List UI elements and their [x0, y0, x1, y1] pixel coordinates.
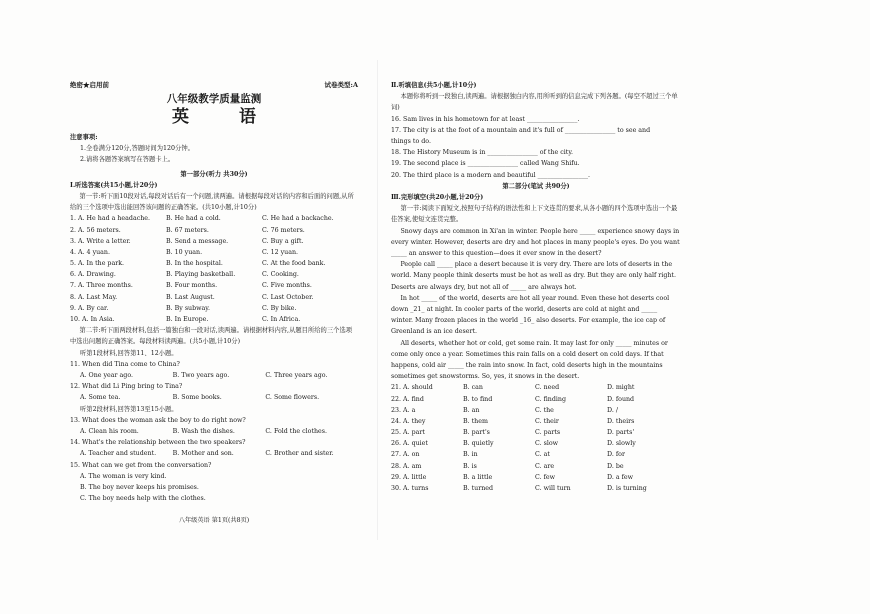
question-row: 4. A. 4 yuan. B. 10 yuan. C. 12 yuan.: [70, 248, 299, 256]
column-divider: [377, 60, 378, 540]
question-row: 7. A. Three months. B. Four months. C. Five months.: [70, 282, 312, 290]
paper-type: 试卷类型:A: [324, 81, 358, 89]
question-row: 5. A. In the park. B. In the hospital. C. At the food bank.: [70, 260, 326, 268]
header-line: [70, 80, 358, 92]
question-row: 3. A. Write a letter. B. Send a message. C. Buy a gift.: [70, 237, 304, 245]
question-12: 12. What did Li Ping bring to Tina?: [70, 383, 183, 391]
cloze-options: [391, 382, 681, 494]
passage-paragraph: In hot _____ of the world, deserts are hot all year round. Even these hot deserts cool down _21_ at night. In cooler parts of the world, deserts are cold at night and _____ winter. Many frozen places in the world _16_ also deserts. For example, the ice cap of Greenland is an ice desert.: [391, 294, 670, 336]
blank-question: 16. Sam lives in his hometown for at least ________________.: [391, 115, 580, 123]
option-row: 27. A. on B. in C. at D. for: [391, 451, 625, 459]
question-15-option-c: C. The boy needs help with the clothes.: [80, 495, 206, 503]
section3-instruction: 第一节:阅读下面短文,按照句子结构的语法性和上下文连贯的要求,从各小题的四个选项中选出一个最佳答案,使短文连贯完整。: [391, 205, 678, 224]
question-row: 1. A. He had a headache. B. He had a cold. C. He had a backache.: [70, 215, 334, 223]
section1-heading: Ⅰ.听选答案(共15小题,计20分): [70, 181, 158, 189]
question-12-options: A. Some tea. B. Some books. C. Some flowers.: [80, 394, 320, 402]
blank-question: 18. The History Museum is in ________________ of the city.: [391, 149, 574, 157]
question-14: 14. What's the relationship between the two speakers?: [70, 439, 246, 447]
blank-question: 17. The city is at the foot of a mountain and it's full of ________________ to see and: [391, 126, 651, 134]
question-row: 8. A. Last May. B. Last August. C. Last October.: [70, 293, 314, 301]
questions-1-10: [70, 213, 358, 325]
question-row: 6. A. Drawing. B. Playing basketball. C. Cooking.: [70, 271, 299, 279]
question-11-options: A. One year ago. B. Two years ago. C. Three years ago.: [80, 372, 328, 379]
page-footer: 八年级英语 第1页(共8页): [178, 517, 250, 524]
section2-listening-instruction: 本题你将听到一段独白,读两遍。请根据独白内容,用所听到的信息完成下列各题。(每空不超过三个单词): [391, 93, 678, 112]
question-15: 15. What can we get from the conversation?: [70, 461, 212, 469]
blank-question: 20. The third place is a modern and beautiful ________________.: [391, 171, 591, 179]
option-row: 25. A. part B. part's C. parts D. parts': [391, 429, 635, 437]
question-15-option-b: B. The boy never keeps his promises.: [80, 483, 199, 491]
question-14-options: A. Teacher and student. B. Mother and son. C. Brother and sister.: [80, 450, 334, 458]
question-15-option-a: A. The woman is very kind.: [80, 472, 167, 480]
question-row: 9. A. By car. B. By subway. C. By bike.: [70, 304, 297, 312]
option-row: 21. A. should B. can C. need D. might: [391, 384, 635, 392]
section2-heading: Ⅱ.听填信息(共5小题,计10分): [391, 82, 477, 89]
question-row: 2. A. 56 meters. B. 67 meters. C. 76 meters.: [70, 226, 305, 234]
option-row: 29. A. little B. a little C. few D. a few: [391, 473, 634, 481]
option-row: 28. A. am B. is C. are D. be: [391, 462, 624, 470]
option-row: 24. A. they B. them C. their D. theirs: [391, 417, 635, 425]
section1-instruction: 第一节:听下面10段对话,每段对话后有一个问题,读两遍。请根据每段对话的内容和后面的问题,从所给的三个选项中选出能回答该问题的正确答案。(共10小题,计10分): [70, 192, 354, 212]
part1-heading: 第一部分(听力 共30分): [180, 170, 248, 178]
passage-paragraph: People call _____ place a desert because it is very dry. There are lots of deserts in the world. Many people think deserts must be hot as well as dry. But they are only half right. Deserts are always dry, but not all of _____ are always hot.: [391, 261, 676, 291]
section3-heading: Ⅲ.完形填空(共20小题,计20分): [391, 193, 484, 201]
section2-instruction: 第二节:听下面两段材料,包括一篇独白和一段对话,读两遍。请根据材料内容,从题目所给的三个选项中选出问题的正确答案。每段材料读两遍。(共5小题,计10分): [70, 327, 353, 346]
material2-heading: 听第2段材料,回答第13至15小题。: [80, 405, 178, 413]
notes-heading: 注意事项:: [70, 134, 98, 141]
blank-question: things to do.: [391, 137, 431, 145]
part2-heading: 第二部分(笔试 共90分): [502, 182, 570, 190]
option-row: 23. A. a B. an C. the D. /: [391, 406, 618, 414]
passage-paragraph: All deserts, whether hot or cold, get some rain. It may last for only _____ minutes or come only once a year. Sometimes this rain falls on a cold desert on cold days. If that happens, cold air _____ the rain into snow. In fact, cold deserts high in the mountains sometimes get snowstorms. So, yes, it snows in the desert.: [391, 339, 668, 381]
question-13-options: A. Clean his room. B. Wash the dishes. C. Fold the clothes.: [80, 427, 327, 435]
blank-question: 19. The second place is ________________ called Wang Shifu.: [391, 160, 580, 168]
left-column: [70, 80, 358, 504]
option-row: 26. A. quiet B. quietly C. slow D. slowly: [391, 440, 636, 448]
note-item: 2.请将各题答案填写在答题卡上。: [80, 156, 175, 164]
right-column: [391, 80, 681, 494]
passage-paragraph: Snowy days are common in Xi'an in winter. People here _____ experience snowy days in every winter. However, deserts are dry and hot places in many people's eyes. Do you want _____ an answer to this question—does it ever snow in the desert?: [391, 227, 680, 257]
confidential-mark: 绝密★启用前: [70, 81, 109, 89]
material1-heading: 听第1段材料,回答第11、12小题。: [80, 349, 178, 357]
question-13: 13. What does the woman ask the boy to do right now?: [70, 416, 246, 424]
exam-title: 八年级教学质量监测: [166, 93, 262, 105]
question-11: 11. When did Tina come to China?: [70, 360, 180, 368]
subject-title: 英 语: [172, 107, 278, 127]
question-row: 10. A. In Asia. B. In Europe. C. In Africa.: [70, 316, 301, 324]
option-row: 22. A. find B. to find C. finding D. found: [391, 395, 635, 403]
option-row: 30. A. turns B. turned C. will turn D. is turning: [391, 485, 647, 493]
note-item: 1.全卷满分120分,答题时间为120分钟。: [80, 145, 194, 153]
